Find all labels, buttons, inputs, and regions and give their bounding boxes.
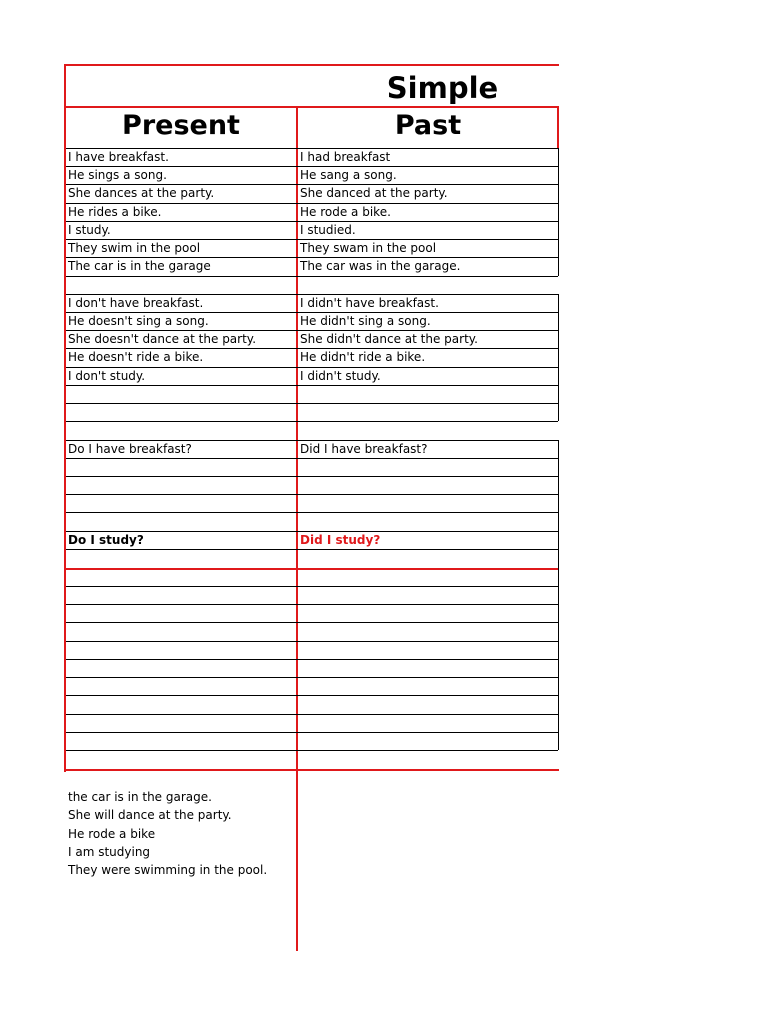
grid-line <box>66 732 558 733</box>
grid-line <box>66 677 558 678</box>
past-cell: I didn't have breakfast. <box>300 296 439 310</box>
grid-line <box>66 512 558 513</box>
grid-line <box>66 622 558 623</box>
note-line: They were swimming in the pool. <box>68 863 268 877</box>
past-cell: I didn't study. <box>300 369 381 383</box>
present-cell: Do I have breakfast? <box>68 442 192 456</box>
present-cell: He doesn't sing a song. <box>68 314 209 328</box>
present-cell: He rides a bike. <box>68 205 162 219</box>
past-cell: He rode a bike. <box>300 205 391 219</box>
note-line: I am studying <box>68 845 151 859</box>
past-cell: He didn't ride a bike. <box>300 350 426 364</box>
present-cell: I don't study. <box>68 369 146 383</box>
grid-line <box>66 385 558 386</box>
past-cell: She didn't dance at the party. <box>300 332 478 346</box>
note-line: She will dance at the party. <box>68 808 232 822</box>
grid-line <box>66 549 558 550</box>
grid-line <box>66 586 558 587</box>
present-cell: She doesn't dance at the party. <box>68 332 257 346</box>
past-cell: They swam in the pool <box>300 241 437 255</box>
header-right-line <box>557 106 559 148</box>
grid-line <box>66 641 558 642</box>
past-cell: Did I have breakfast? <box>300 442 428 456</box>
frame-bottom-line <box>64 769 559 771</box>
grid-line <box>66 659 558 660</box>
past-cell: I studied. <box>300 223 356 237</box>
grid-line <box>66 494 558 495</box>
past-cell: He sang a song. <box>300 168 397 182</box>
past-cell: She danced at the party. <box>300 186 448 200</box>
grid-line <box>66 403 558 404</box>
present-cell: I study. <box>68 223 111 237</box>
grid-line <box>66 476 558 477</box>
grid-line <box>66 458 558 459</box>
grid-line <box>66 421 558 422</box>
present-cell: The car is in the garage <box>68 259 211 273</box>
present-cell: He sings a song. <box>68 168 167 182</box>
present-column-header: Present <box>122 110 240 141</box>
past-cell: The car was in the garage. <box>300 259 461 273</box>
grid-line <box>66 750 558 751</box>
present-cell: He doesn't ride a bike. <box>68 350 204 364</box>
note-line: the car is in the garage. <box>68 790 212 804</box>
section-red-line <box>64 568 559 570</box>
grid-line <box>66 276 558 277</box>
grid-right-edge <box>558 440 559 750</box>
past-cell: I had breakfast <box>300 150 391 164</box>
present-cell: Do I study? <box>68 533 144 547</box>
past-column-header: Past <box>394 110 462 141</box>
note-line: He rode a bike <box>68 827 156 841</box>
grid-right-edge <box>558 148 559 276</box>
grid-line <box>66 714 558 715</box>
present-cell: They swim in the pool <box>68 241 201 255</box>
past-cell: He didn't sing a song. <box>300 314 431 328</box>
present-cell: I have breakfast. <box>68 150 169 164</box>
grid-line <box>66 695 558 696</box>
header-top-line <box>64 106 559 108</box>
grid-right-edge <box>558 294 559 421</box>
present-cell: I don't have breakfast. <box>68 296 204 310</box>
past-cell: Did I study? <box>300 533 381 547</box>
frame-top-line <box>64 64 559 66</box>
present-cell: She dances at the party. <box>68 186 215 200</box>
grid-line <box>66 604 558 605</box>
table-title: Simple <box>386 71 499 105</box>
